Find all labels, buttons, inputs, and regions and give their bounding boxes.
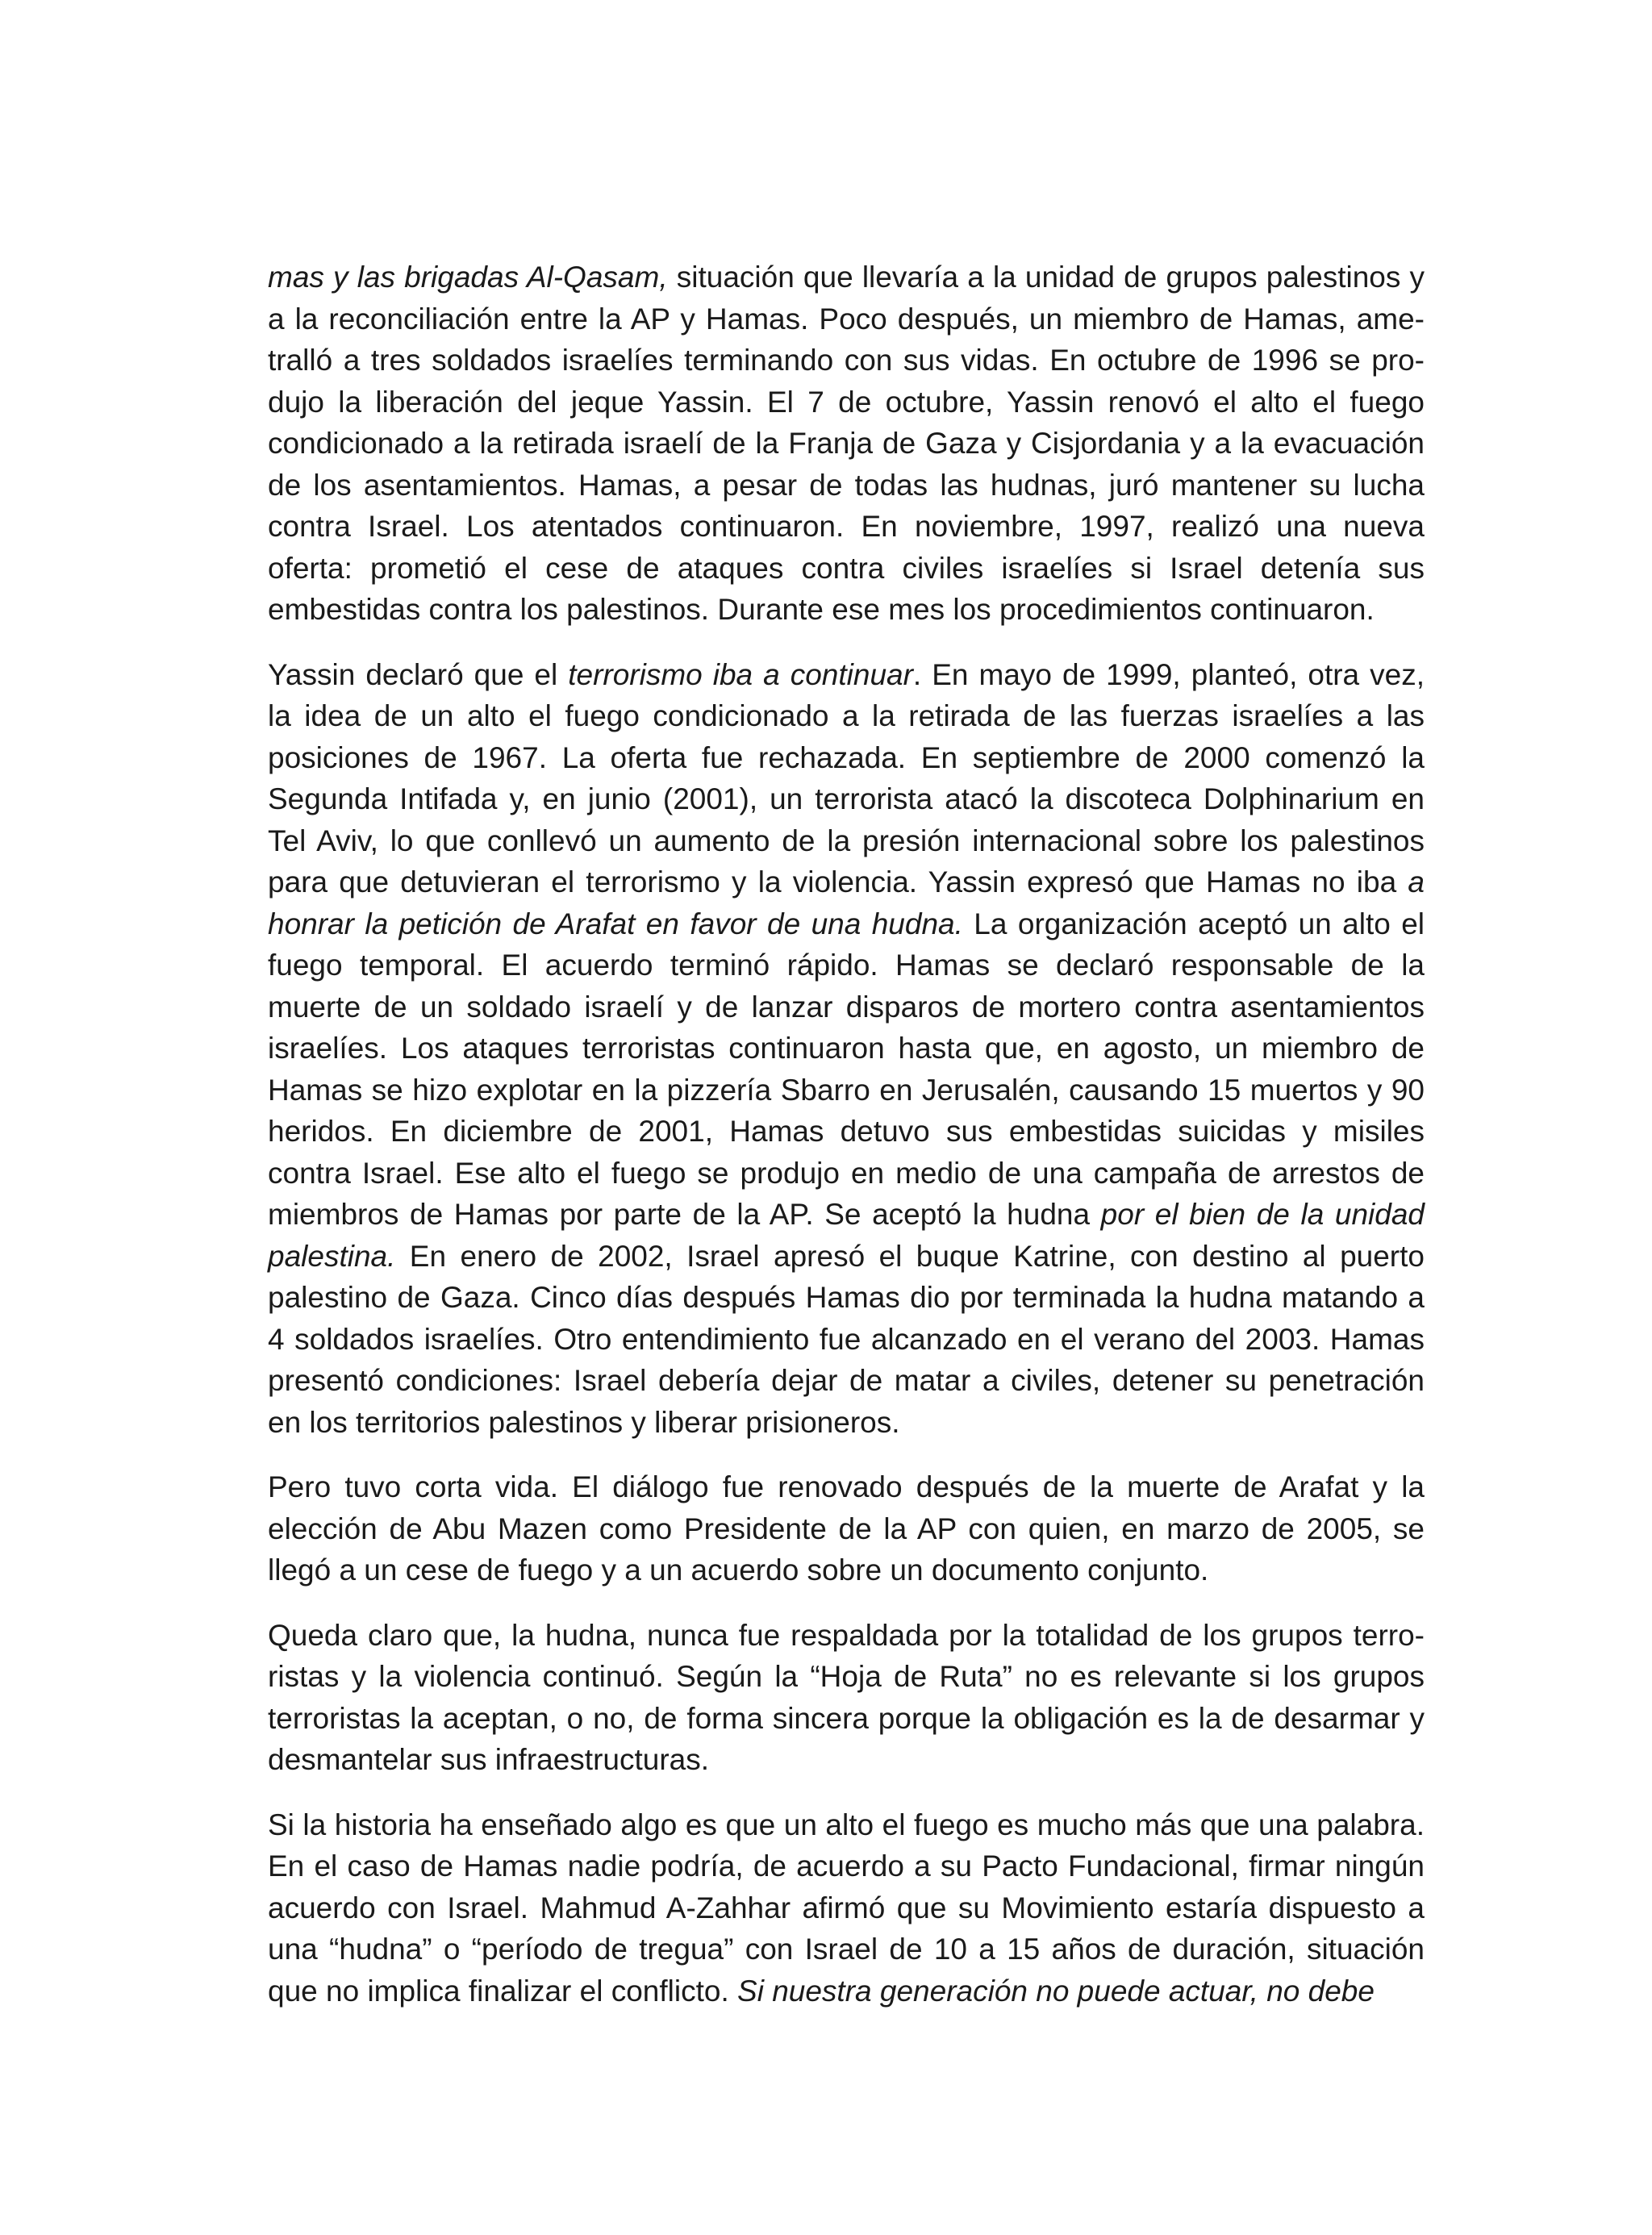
text-run: . En mayo de 1999, planteó, otra vez, la idea de un alto el fuego condicionado a la retirada de las fuerzas israelíes a las posiciones de 1967. La oferta fue rechazada. En septiembre de 2000 comenzó la Segunda Intifada y, en junio (2001), un terrorista atacó la discoteca Dolphinarium en Tel Aviv, lo que conllevó un aumento de la presión internacional sobre los palestinos para que detuvieran el terrorismo y la violencia. Yassin expresó que Hamas no iba [268, 657, 1425, 899]
text-run: La organización aceptó un alto el fuego temporal. El acuerdo terminó rápido. Hamas se declaró responsable de la muerte de un soldado israelí y de lanzar disparos de mortero contra asentamientos israelíes. Los ataques terroristas continuaron hasta que, en agosto, un miembro de Hamas se hizo explotar en la pizzería Sbarro en Jerusalén, causando 15 muertos y 90 heridos. En diciembre de 2001, Hamas detuvo sus embestidas suicidas y misiles contra Israel. Ese alto el fuego se produjo en medio de una campaña de arrestos de miembros de Hamas por parte de la AP. Se aceptó la hudna [268, 907, 1425, 1231]
text-run: Si la historia ha enseñado algo es que un alto el fuego es mucho más que una palabra. En el caso de Hamas nadie podría, de acuerdo a su Pacto Fundacional, firmar ningún acuerdo con Israel. Mahmud A-Zahhar afirmó que su Movimiento estaría dispuesto a una “hudna” o “período de tregua” con Israel de 10 a 15 años de duración, situación que no implica finalizar el conflicto. [268, 1808, 1425, 2008]
paragraph-1 [268, 256, 1425, 631]
italic-phrase: por el bien de la unidad palestina. [268, 1198, 1425, 1273]
italic-phrase: terrorismo iba a continuar [568, 657, 913, 691]
paragraph-4 [268, 1615, 1425, 1781]
text-run: situación que llevaría a la unidad de grupos palestinos y a la reconciliación entre la AP y Hamas. Poco después, un miembro de Hamas, ametralló a tres soldados israelíes terminando con sus vidas. En octubre de 1996 se produjo la liberación del jeque Yassin. El 7 de octubre, Yassin renovó el alto el fuego condicionado a la retirada israelí de la Franja de Gaza y Cisjordania y a la evacuación de los asentamientos. Hamas, a pesar de todas las hudnas, juró mantener su lucha contra Israel. Los atentados continuaron. En noviembre, 1997, realizó una nueva oferta: prometió el cese de ataques contra civiles israelíes si Israel detenía sus embestidas contra los palestinos. Durante ese mes los procedimientos continuaron. [268, 261, 1425, 626]
text-run: Yassin declaró que el [268, 657, 569, 691]
paragraph-2 [268, 654, 1425, 1444]
italic-phrase: mas y las brigadas Al-Qasam, [268, 261, 668, 294]
italic-phrase: Si nuestra generación no puede actuar, no debe [737, 1974, 1375, 2008]
paragraph-3 [268, 1466, 1425, 1591]
text-run: En enero de 2002, Israel apresó el buque Katrine, con destino al puerto palestino de Gaza. Cinco días después Hamas dio por terminada la hudna matando a 4 soldados israelíes. Otro entendimiento fue alcanzado en el verano del 2003. Hamas presentó condiciones: Israel debería dejar de matar a civiles, detener su penetración en los territorios palestinos y liberar prisioneros. [268, 1239, 1425, 1439]
italic-phrase: a honrar la petición de Arafat en favor de una hudna. [268, 865, 1425, 940]
paragraph-5 [268, 1804, 1425, 2012]
body-text [268, 256, 1425, 2035]
text-run: Queda claro que, la hudna, nunca fue respaldada por la totalidad de los grupos terroristas y la violencia continuó. Según la “Hoja de Ruta” no es relevante si los grupos terroristas la aceptan, o no, de forma sincera porque la obligación es la de desarmar y desmantelar sus infraestructuras. [268, 1618, 1425, 1776]
text-run: Pero tuvo corta vida. El diálogo fue renovado después de la muerte de Arafat y la elección de Abu Mazen como Presidente de la AP con quien, en marzo de 2005, se llegó a un cese de fuego y a un acuerdo sobre un documento conjunto. [268, 1470, 1425, 1587]
